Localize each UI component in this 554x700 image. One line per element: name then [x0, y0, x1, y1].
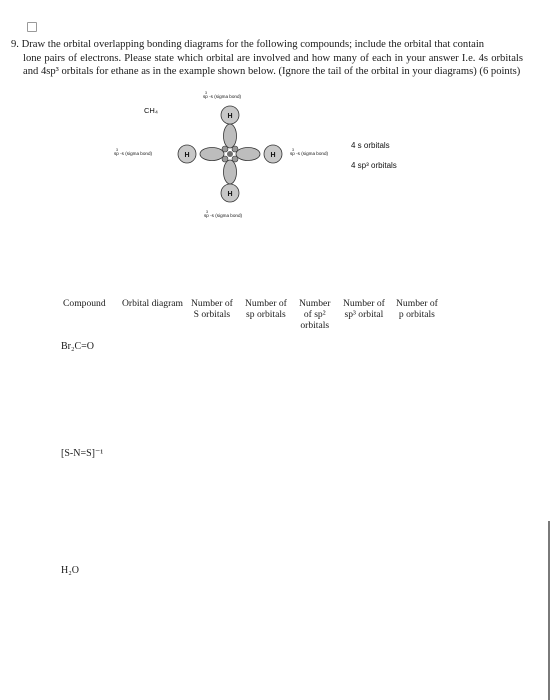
bond-label-right: sp -s (sigma bond): [290, 151, 329, 156]
header-s-orbitals: [191, 298, 233, 320]
checkbox[interactable]: [27, 22, 37, 32]
header-line: Number of: [245, 298, 287, 309]
sp3-lobe-right: [236, 148, 260, 161]
header-line: sp orbitals: [246, 309, 286, 320]
back-lobe-2: [232, 146, 238, 152]
summary-sp3-orbitals: 4 sp³ orbitals: [351, 161, 397, 170]
carbon-nucleus: [227, 151, 233, 157]
bond-label-top: sp -s (sigma bond): [203, 94, 242, 99]
header-orbital-diagram: [122, 298, 183, 309]
compound-row-label: Br₂C=O: [61, 341, 95, 352]
header-line: S orbitals: [193, 309, 231, 320]
header-line: Compound: [63, 298, 106, 309]
bond-label-bottom: sp -s (sigma bond): [204, 213, 243, 218]
ch4-diagram-svg: [100, 90, 430, 220]
header-line: Number of: [396, 298, 438, 309]
sp3-lobe-left: [200, 148, 224, 161]
question-line-1: Draw the orbital overlapping bonding diagrams for the following compounds; include the orbital that contain: [21, 39, 485, 50]
header-line: Number: [299, 298, 331, 309]
back-lobe-4: [232, 156, 238, 162]
header-line: of sp²: [303, 309, 326, 320]
question-number: 9.: [11, 39, 19, 50]
bond-label-left: sp -s (sigma bond): [114, 151, 153, 156]
header-line: Number of: [343, 298, 385, 309]
bond-sup-bottom: 3: [206, 210, 208, 214]
h-label-bottom: H: [227, 191, 233, 198]
molecule-label: CH₄: [144, 106, 158, 115]
question-text: [11, 38, 523, 79]
sp3-lobe-top: [224, 124, 237, 148]
compound-row-label: H₂O: [61, 565, 79, 576]
h-label-left: H: [184, 152, 190, 159]
h-label-top: H: [227, 113, 233, 120]
sp3-lobe-bottom: [224, 160, 237, 184]
scrollbar[interactable]: [548, 521, 550, 700]
header-line: Number of: [191, 298, 233, 309]
header-sp-orbitals: [245, 298, 287, 320]
header-p-orbitals: [396, 298, 438, 320]
header-line: orbitals: [300, 320, 330, 331]
back-lobe-1: [222, 146, 228, 152]
header-compound: [63, 298, 106, 309]
header-line: p orbitals: [398, 309, 435, 320]
summary-s-orbitals: 4 s orbitals: [351, 141, 390, 150]
back-lobe-3: [222, 156, 228, 162]
example-orbital-diagram: [100, 90, 430, 220]
bond-sup-top: 3: [205, 91, 207, 95]
question-line-2: lone pairs of electrons. Please state which orbital are involved and how many of each in your answer I.e. 4s orbitals and 4sp³ orbitals for ethane as in the example shown below. (Ignore the tail of the orbital in your diagrams) (6 points): [23, 52, 523, 78]
compound-row-label: [S-N=S]⁻¹: [61, 448, 104, 459]
h-label-right: H: [270, 152, 276, 159]
bond-sup-left: 3: [116, 148, 118, 152]
header-sp3-orbital: [343, 298, 385, 320]
bond-sup-right: 3: [292, 148, 294, 152]
header-line: Orbital diagram: [122, 298, 184, 309]
header-line: sp³ orbital: [344, 309, 384, 320]
header-sp2-orbitals: [299, 298, 330, 331]
